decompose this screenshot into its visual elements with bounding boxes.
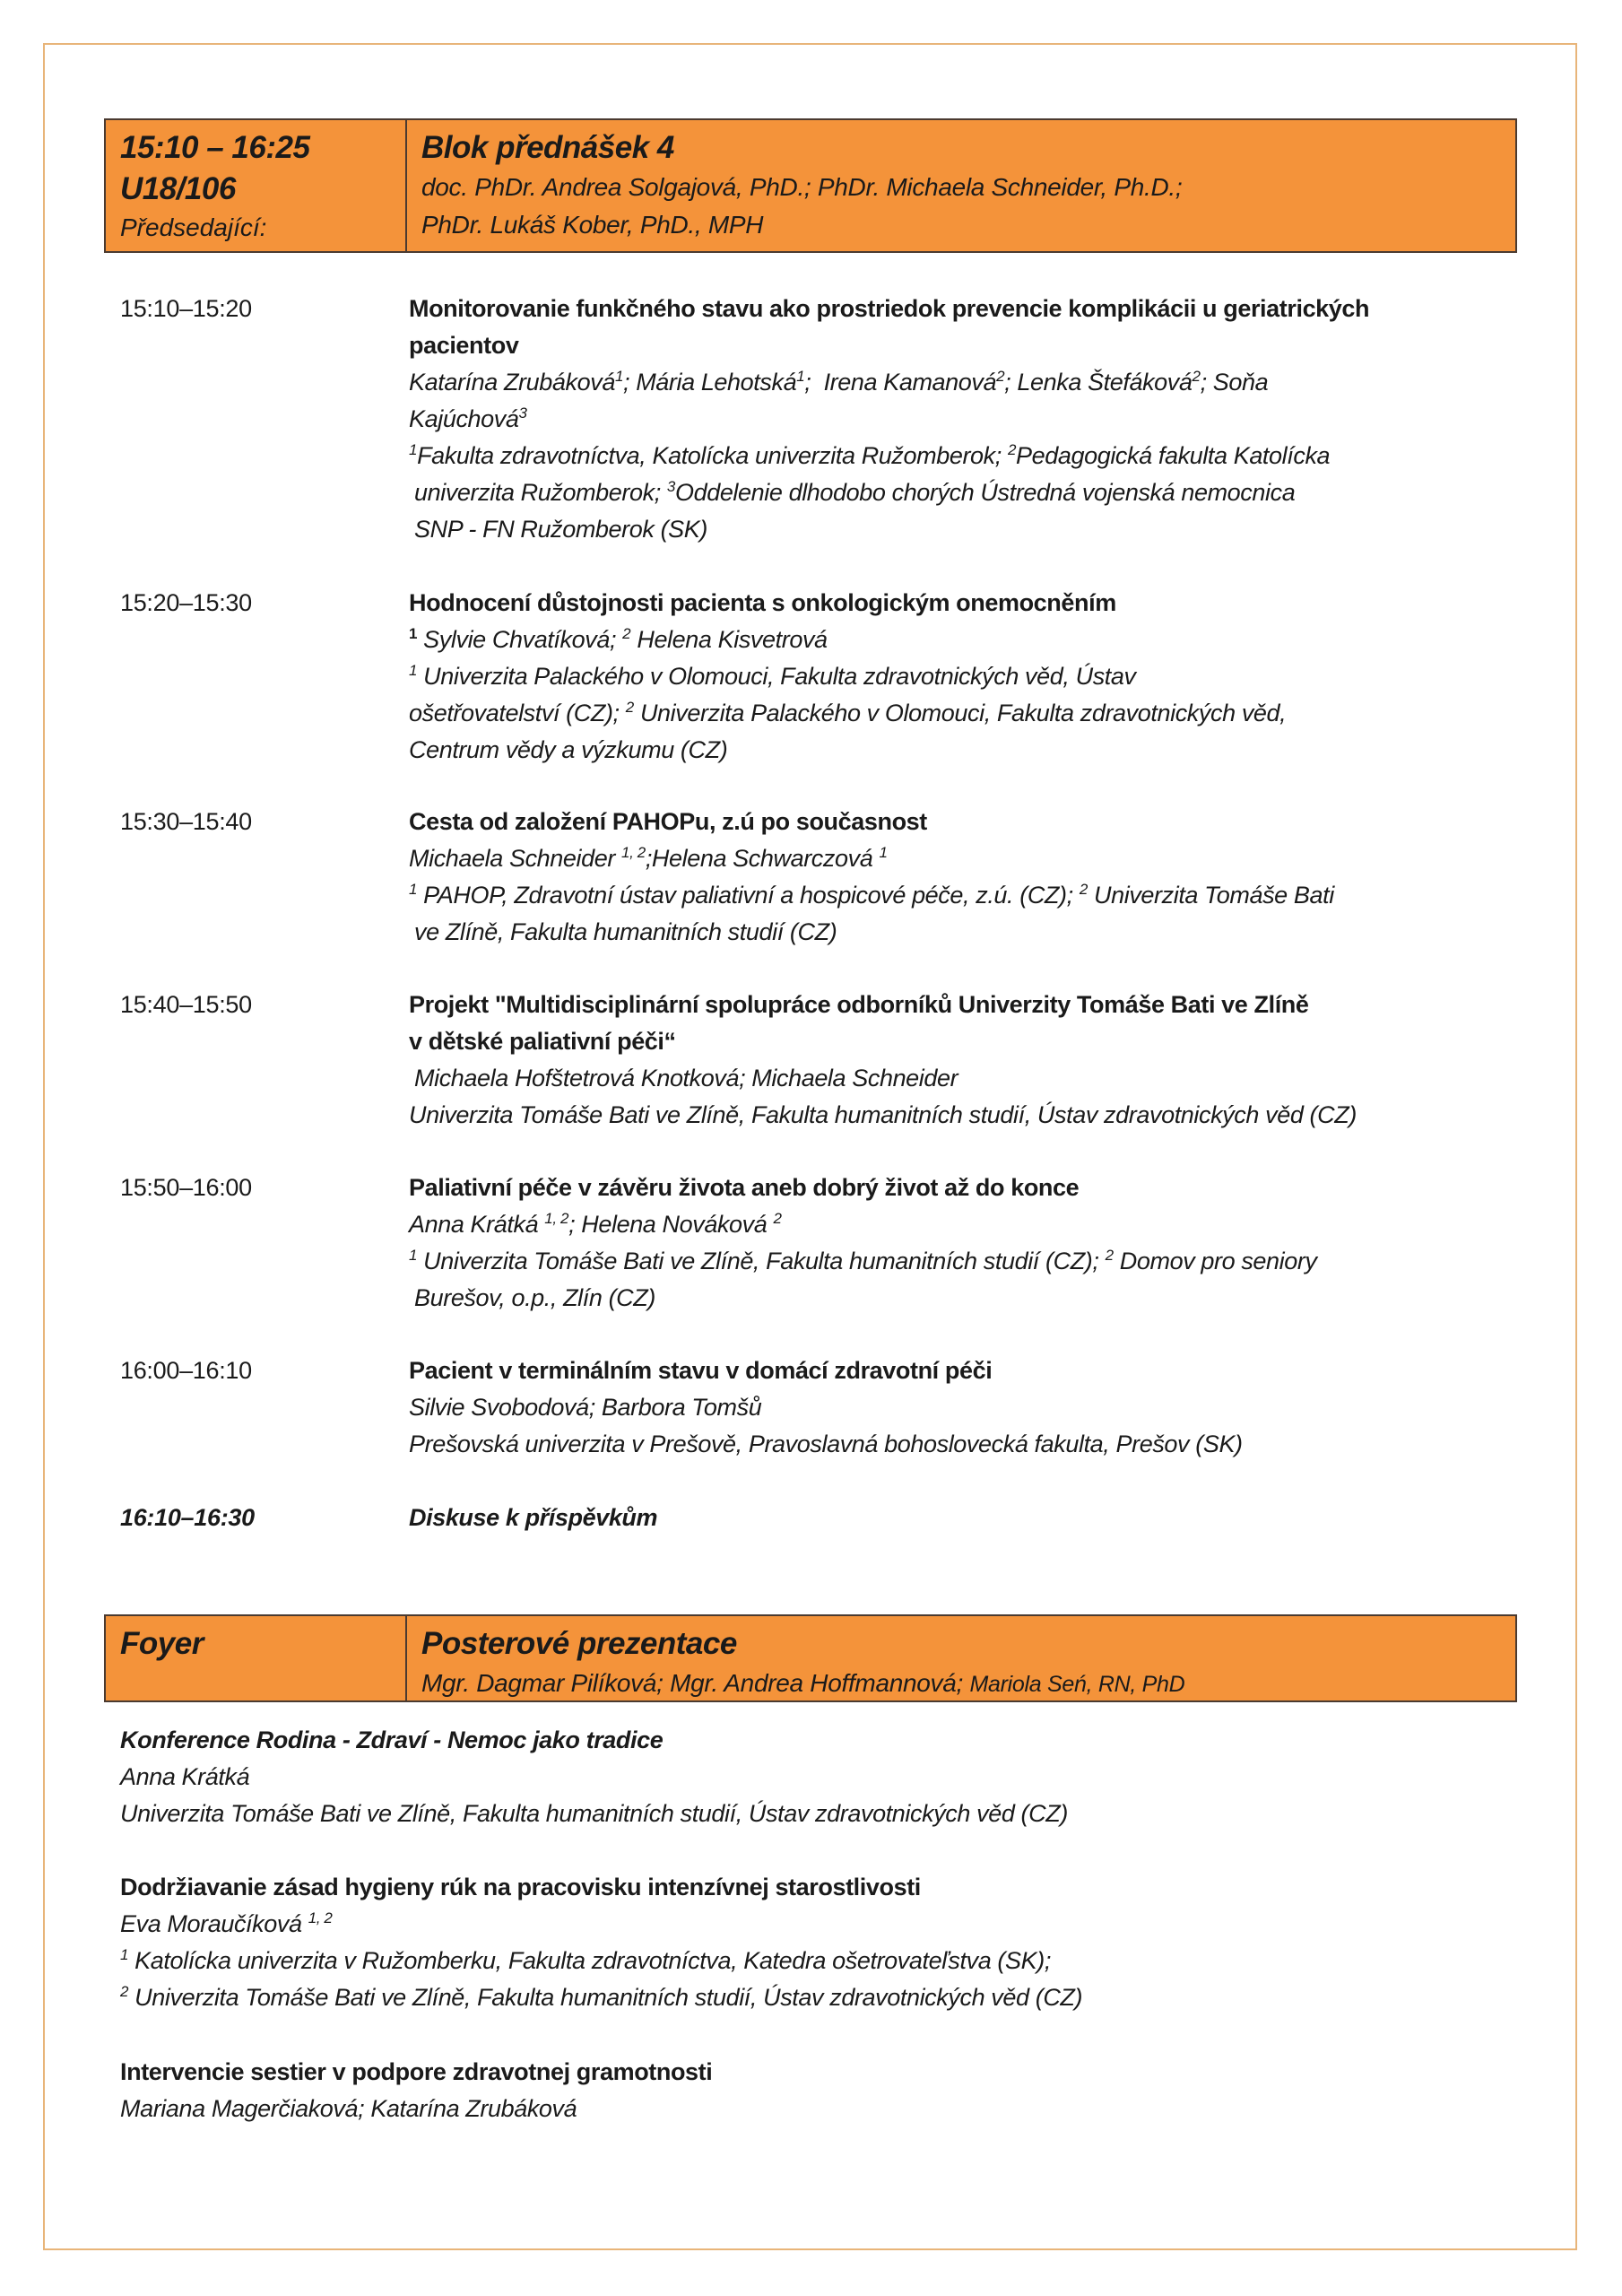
talk-title: Monitorovanie funkčného stavu ako prostriedok prevencie komplikácii u geriatrických (409, 295, 1370, 322)
author-sup: 1 (796, 368, 805, 385)
session-chairs-line: doc. PhDr. Andrea Solgajová, PhD.; PhDr. Michaela Schneider, Ph.D.; (421, 173, 1183, 201)
poster-title: Konference Rodina - Zdraví - Nemoc jako tradice (120, 1726, 664, 1753)
talk-title: Paliativní péče v závěru života aneb dobrý život až do konce (409, 1174, 1080, 1201)
talk-affiliation: SNP - FN Ružomberok (SK) (414, 516, 707, 543)
aff-text: Fakulta zdravotníctva, Katolícka univerzita Ružomberok; (417, 442, 1008, 469)
aff-text: Univerzita Palackého v Olomouci, Fakulta zdravotnických věd, (639, 700, 1287, 726)
aff-text: Univerzita Tomáše Bati ve Zlíně, Fakulta humanitních studií (CZ); (423, 1248, 1106, 1274)
aff-text: Univerzita Palackého v Olomouci, Fakulta zdravotnických věd, Ústav (423, 663, 1136, 690)
poster-chairs-main: Mgr. Dagmar Pilíková; Mgr. Andrea Hoffmannová; (421, 1669, 970, 1697)
chair-label: Předsedající: (120, 213, 267, 241)
talk-title: Projekt "Multidisciplinární spolupráce odborníků Univerzity Tomáše Bati ve Zlíně (409, 991, 1309, 1018)
poster-title: Intervencie sestier v podpore zdravotnej gramotnosti (120, 2058, 713, 2085)
talk-authors (409, 622, 1521, 658)
aff-sup: 1 (409, 441, 418, 458)
author-sup: 1 (409, 625, 418, 642)
author: Michaela Schneider (409, 845, 622, 872)
session-time: 15:10 – 16:25 (120, 130, 310, 165)
talk-body (409, 585, 1521, 769)
poster-chairs-small: Mariola Seń, RN, PhD (969, 1672, 1185, 1697)
author: Eva Moraučíková (120, 1910, 308, 1937)
talk-affiliation (409, 658, 1521, 695)
aff-sup: 2 (1079, 881, 1088, 898)
talk-body (409, 987, 1521, 1134)
aff-sup: 2 (625, 699, 634, 716)
talk-body (409, 1170, 1521, 1317)
author: Irena Kamanová (823, 369, 997, 396)
talk-affiliation (409, 438, 1521, 474)
talk-affiliation: Centrum vědy a výzkumu (CZ) (409, 736, 728, 763)
author: Katarína Zrubáková (409, 369, 615, 396)
aff-sup: 1 (409, 662, 418, 679)
talk-affiliation (409, 1243, 1521, 1280)
talk-title: pacientov (409, 332, 519, 359)
talk-time: 15:10–15:20 (120, 295, 252, 322)
author-sup: 2 (996, 368, 1005, 385)
aff-sup: 1 (409, 881, 418, 898)
poster-info (407, 1616, 1515, 1700)
author: Lenka Štefáková (1017, 369, 1193, 396)
poster-session-title: Posterové prezentace (421, 1626, 737, 1661)
aff-text: PAHOP, Zdravotní ústav paliativní a hospicové péče, z.ú. (CZ); (423, 882, 1080, 909)
talk-authors (409, 1206, 1521, 1243)
talk-authors: Silvie Svobodová; Barbora Tomšů (409, 1394, 762, 1421)
talk-affiliation: ve Zlíně, Fakulta humanitních studií (CZ) (414, 918, 837, 945)
aff-text: Pedagogická fakulta Katolícka (1016, 442, 1331, 469)
author: Sylvie Chvatíková; (423, 626, 623, 653)
aff-sup: 2 (120, 1983, 129, 2000)
author-sup: 2 (622, 625, 631, 642)
aff-text: Univerzita Tomáše Bati (1094, 882, 1334, 909)
talk-affiliation: Burešov, o.p., Zlín (CZ) (414, 1284, 655, 1311)
poster-location-cell (106, 1616, 407, 1700)
talk-affiliation (409, 695, 1521, 732)
talk-affiliation (409, 877, 1521, 914)
poster-authors: Anna Krátká (120, 1763, 250, 1790)
poster-affiliation (120, 1979, 1519, 2016)
aff-sup: 1 (120, 1946, 129, 1963)
author-sup: 2 (773, 1210, 782, 1227)
discussion-body (409, 1500, 1521, 1536)
poster-header (104, 1614, 1517, 1702)
aff-text: Katolícka univerzita v Ružomberku, Fakulta zdravotníctva, Katedra ošetrovateľstva (SK); (128, 1947, 1051, 1974)
author: ; Helena Nováková (568, 1211, 774, 1238)
discussion-label: Diskuse k příspěvkům (409, 1504, 658, 1531)
poster-authors: Mariana Magerčiaková; Katarína Zrubáková (120, 2095, 577, 2122)
talk-body (409, 804, 1521, 951)
talk-affiliation (409, 474, 1521, 511)
talk-authors (409, 840, 1521, 877)
talk-time: 16:00–16:10 (120, 1357, 252, 1384)
poster-item (120, 1722, 1519, 1832)
talk-title: Cesta od založení PAHOPu, z.ú po současnost (409, 808, 927, 835)
talk-affiliation: Prešovská univerzita v Prešově, Pravoslavná bohoslovecká fakulta, Prešov (SK) (409, 1431, 1243, 1457)
aff-sup: 1 (409, 1247, 418, 1264)
talk-body (409, 1352, 1521, 1463)
talk-affiliation: Univerzita Tomáše Bati ve Zlíně, Fakulta humanitních studií, Ústav zdravotnických věd (CZ) (409, 1101, 1357, 1128)
author-sup: 3 (518, 404, 527, 422)
author-sup: 2 (1192, 368, 1201, 385)
poster-authors (120, 1906, 1519, 1943)
talk-time: 15:30–15:40 (120, 808, 252, 835)
session-header (104, 118, 1517, 253)
session-info (407, 120, 1515, 251)
author: Helena Kisvetrová (637, 626, 828, 653)
talk-title: v dětské paliativní péči“ (409, 1028, 676, 1055)
author-sup: 1 (614, 368, 623, 385)
session-title: Blok přednášek 4 (421, 130, 674, 165)
aff-sup: 2 (1007, 441, 1017, 458)
session-room: U18/106 (120, 171, 236, 206)
talk-time: 15:40–15:50 (120, 991, 252, 1018)
author: Kajúchová (409, 405, 519, 432)
poster-affiliation (120, 1943, 1519, 1979)
aff-sup: 2 (1105, 1247, 1114, 1264)
talk-title: Pacient v terminálním stavu v domácí zdravotní péči (409, 1357, 993, 1384)
author-sup: 1, 2 (308, 1909, 333, 1926)
discussion-time: 16:10–16:30 (120, 1504, 255, 1531)
aff-text: Oddelenie dlhodobo chorých Ústredná vojenská nemocnica (674, 479, 1296, 506)
poster-item (120, 1869, 1519, 2016)
talk-body (409, 291, 1521, 548)
aff-sup: 3 (666, 478, 675, 495)
author: Soňa (1212, 369, 1269, 396)
author-sup: 1, 2 (544, 1210, 569, 1227)
talk-authors: Katarína Zrubáková$^1$; Mária Lehotská$^1$; Irena Kamanová$^2$; Lenka Štefáková$^2$; Soňa (409, 368, 1269, 396)
author: Anna Krátká (409, 1211, 545, 1238)
session-meta (106, 120, 407, 251)
author-sup: 1 (879, 844, 888, 861)
talk-time: 15:50–16:00 (120, 1174, 252, 1201)
talk-authors (409, 401, 1521, 438)
poster-chairs (421, 1665, 1515, 1703)
poster-item (120, 2054, 1519, 2127)
aff-text: Domov pro seniory (1119, 1248, 1317, 1274)
talk-time: 15:20–15:30 (120, 589, 252, 616)
talk-authors: Michaela Hofštetrová Knotková; Michaela Schneider (414, 1065, 958, 1091)
aff-text: Univerzita Tomáše Bati ve Zlíně, Fakulta humanitních studií, Ústav zdravotnických věd (CZ) (128, 1984, 1083, 2011)
author: ;Helena Schwarczová (645, 845, 880, 872)
poster-title: Dodržiavanie zásad hygieny rúk na pracovisku intenzívnej starostlivosti (120, 1874, 921, 1900)
session-chairs-line: PhDr. Lukáš Kober, PhD., MPH (421, 211, 764, 239)
poster-location: Foyer (120, 1626, 204, 1661)
talk-title: Hodnocení důstojnosti pacienta s onkologickým onemocněním (409, 589, 1116, 616)
author-sup: 1, 2 (621, 844, 646, 861)
poster-affiliation: Univerzita Tomáše Bati ve Zlíně, Fakulta humanitních studií, Ústav zdravotnických věd (CZ) (120, 1800, 1068, 1827)
aff-text: ošetřovatelství (CZ); (409, 700, 626, 726)
author: Mária Lehotská (636, 369, 797, 396)
aff-text: univerzita Ružomberok; (414, 479, 667, 506)
